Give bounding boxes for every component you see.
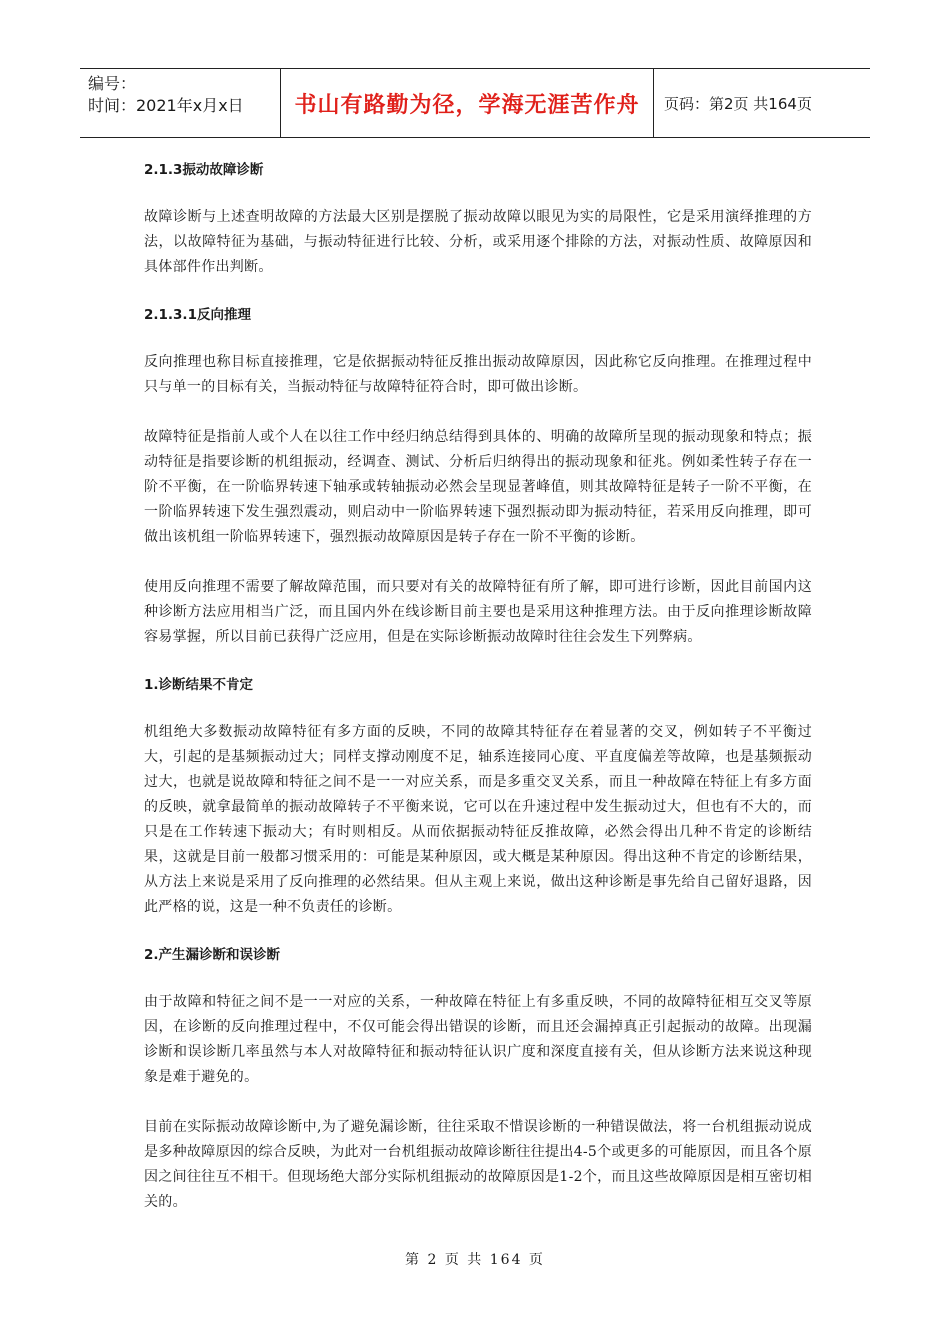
document-number-label: 编号： — [88, 74, 137, 93]
section-heading: 2.产生漏诊断和误诊断 — [144, 947, 281, 963]
header-page-info: 页码：第2页 共164页 — [664, 94, 812, 113]
document-body — [144, 160, 812, 1240]
section-heading: 2.1.3.1反向推理 — [144, 307, 251, 323]
section-heading: 1.诊断结果不肯定 — [144, 677, 254, 693]
body-paragraph: 故障诊断与上述查明故障的方法最大区别是摆脱了振动故障以眼见为实的局限性，它是采用演绎推理的方法，以故障特征为基础，与振动特征进行比较、分析，或采用逐个排除的方法，对振动性质、故障原因和具体部件作出判断。 — [144, 209, 812, 275]
header-meta — [80, 69, 281, 137]
body-paragraph: 使用反向推理不需要了解故障范围，而只要对有关的故障特征有所了解，即可进行诊断，因此目前国内这种诊断方法应用相当广泛，而且国内外在线诊断目前主要也是采用这种推理方法。由于反向推理诊断故障容易掌握，所以目前已获得广泛应用，但是在实际诊断振动故障时往往会发生下列弊病。 — [144, 579, 812, 645]
page-header — [80, 68, 870, 138]
body-paragraph: 机组绝大多数振动故障特征有多方面的反映，不同的故障其特征存在着显著的交叉，例如转子不平衡过大，引起的是基频振动过大；同样支撑动刚度不足，轴系连接同心度、平直度偏差等故障，也是基频振动过大，也就是说故障和特征之间不是一一对应关系，而是多重交叉关系，而且一种故障在特征上有多方面的反映，就拿最简单的振动故障转子不平衡来说，它可以在升速过程中发生振动过大，但也有不大的，而只是在工作转速下振动大；有时则相反。从而依据振动特征反推故障，必然会得出几种不肯定的诊断结果，这就是目前一般都习惯采用的：可能是某种原因，或大概是某种原因。得出这种不肯定的诊断结果，从方法上来说是采用了反向推理的必然结果。但从主观上来说，做出这种诊断是事先给自己留好退路，因此严格的说，这是一种不负责任的诊断。 — [144, 724, 812, 915]
body-paragraph: 目前在实际振动故障诊断中,为了避免漏诊断，往往采取不惜误诊断的一种错误做法，将一台机组振动说成是多种故障原因的综合反映，为此对一台机组振动故障诊断往往提出4-5个或更多的可能原因，而且各个原因之间往往互不相干。但现场绝大部分实际机组振动的故障原因是1-2个，而且这些故障原因是相互密切相关的。 — [144, 1119, 812, 1210]
section-heading: 2.1.3振动故障诊断 — [144, 162, 264, 178]
body-paragraph: 反向推理也称目标直接推理，它是依据振动特征反推出振动故障原因，因此称它反向推理。在推理过程中只与单一的目标有关，当振动特征与故障特征符合时，即可做出诊断。 — [144, 354, 812, 395]
header-motto: 书山有路勤为径，学海无涯苦作舟 — [281, 69, 654, 137]
document-time-label: 时间：2021年x月x日 — [88, 96, 244, 115]
body-paragraph: 由于故障和特征之间不是一一对应的关系，一种故障在特征上有多重反映，不同的故障特征相互交叉等原因，在诊断的反向推理过程中，不仅可能会得出错误的诊断，而且还会漏掉真正引起振动的故障。出现漏诊断和误诊断几率虽然与本人对故障特征和振动特征认识广度和深度直接有关，但从诊断方法来说这种现象是难于避免的。 — [144, 994, 812, 1085]
body-paragraph: 故障特征是指前人或个人在以往工作中经归纳总结得到具体的、明确的故障所呈现的振动现象和特点；振动特征是指要诊断的机组振动，经调查、测试、分析后归纳得出的振动现象和征兆。例如柔性转子存在一阶不平衡，在一阶临界转速下轴承或转轴振动必然会呈现显著峰值，则其故障特征是转子一阶不平衡，在一阶临界转速下发生强烈震动，则启动中一阶临界转速下强烈振动即为振动特征，若采用反向推理，即可做出该机组一阶临界转速下，强烈振动故障原因是转子存在一阶不平衡的诊断。 — [144, 429, 812, 545]
page-footer: 第 2 页 共 164 页 — [405, 1252, 545, 1268]
